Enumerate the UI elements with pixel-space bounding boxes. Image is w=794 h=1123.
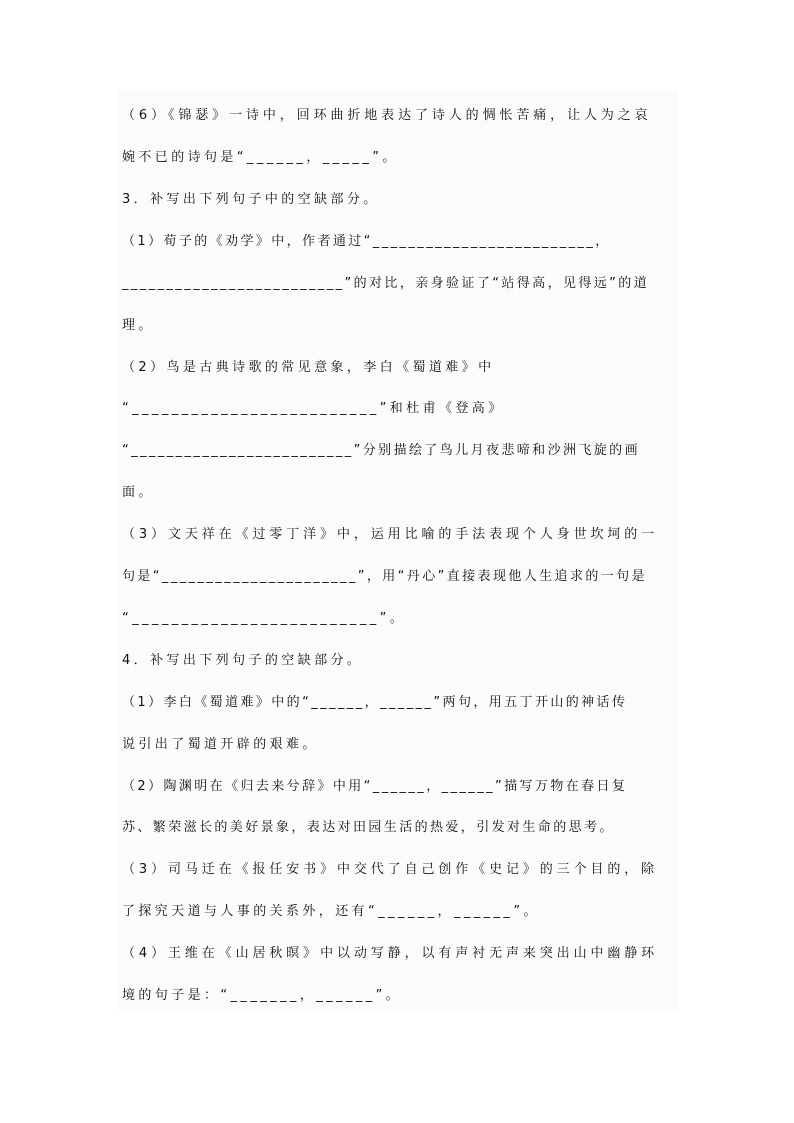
question-line: （2）鸟是古典诗歌的常见意象，李白《蜀道难》中 (122, 360, 495, 375)
question-line: 婉不已的诗句是“______，_____”。 (122, 150, 399, 165)
question-line: （1）荀子的《劝学》中，作者通过“_________________________， (122, 234, 611, 249)
section-heading: 4．补写出下列句子的空缺部分。 (122, 653, 364, 668)
question-line: 面。 (122, 485, 155, 500)
question-line: “_________________________”和杜甫《登高》 (122, 401, 505, 416)
question-line: _________________________”的对比，亲身验证了“站得高，见得远”的道 (122, 276, 650, 291)
question-line: 句是“______________________”，用“丹心”直接表现他人生追求的一句是 (122, 569, 647, 584)
question-line: （4）王维在《山居秋暝》中以动写静，以有声衬无声来突出山中幽静环 (122, 946, 659, 961)
question-line: （3）文天祥在《过零丁洋》中，运用比喻的手法表现个人身世坎坷的一 (122, 527, 659, 542)
question-line: 说引出了蜀道开辟的艰难。 (122, 737, 319, 752)
section-heading: 3．补写出下列句子中的空缺部分。 (122, 192, 380, 207)
question-line: 了探究天道与人事的关系外，还有“______，______”。 (122, 904, 540, 919)
question-line: “_________________________”分别描绘了鸟儿月夜悲啼和沙洲飞旋的画 (122, 443, 640, 458)
question-line: （6）《锦瑟》一诗中，回环曲折地表达了诗人的惆怅苦痛，让人为之哀 (122, 108, 652, 123)
question-line: （2）陶渊明在《归去来兮辞》中用“______，______”描写万物在春日复 (122, 779, 628, 794)
question-line: （3）司马迁在《报任安书》中交代了自己创作《史记》的三个目的，除 (122, 862, 659, 877)
question-line: （1）李白《蜀道难》中的“______，______”两句，用五丁开山的神话传 (122, 695, 628, 710)
question-line: 境的句子是：“_______，______”。 (122, 988, 403, 1003)
question-line: 理。 (122, 318, 155, 333)
question-line: 苏、繁荣滋长的美好景象，表达对田园生活的热爱，引发对生命的思考。 (122, 820, 615, 835)
question-line: “_________________________”。 (122, 611, 407, 626)
